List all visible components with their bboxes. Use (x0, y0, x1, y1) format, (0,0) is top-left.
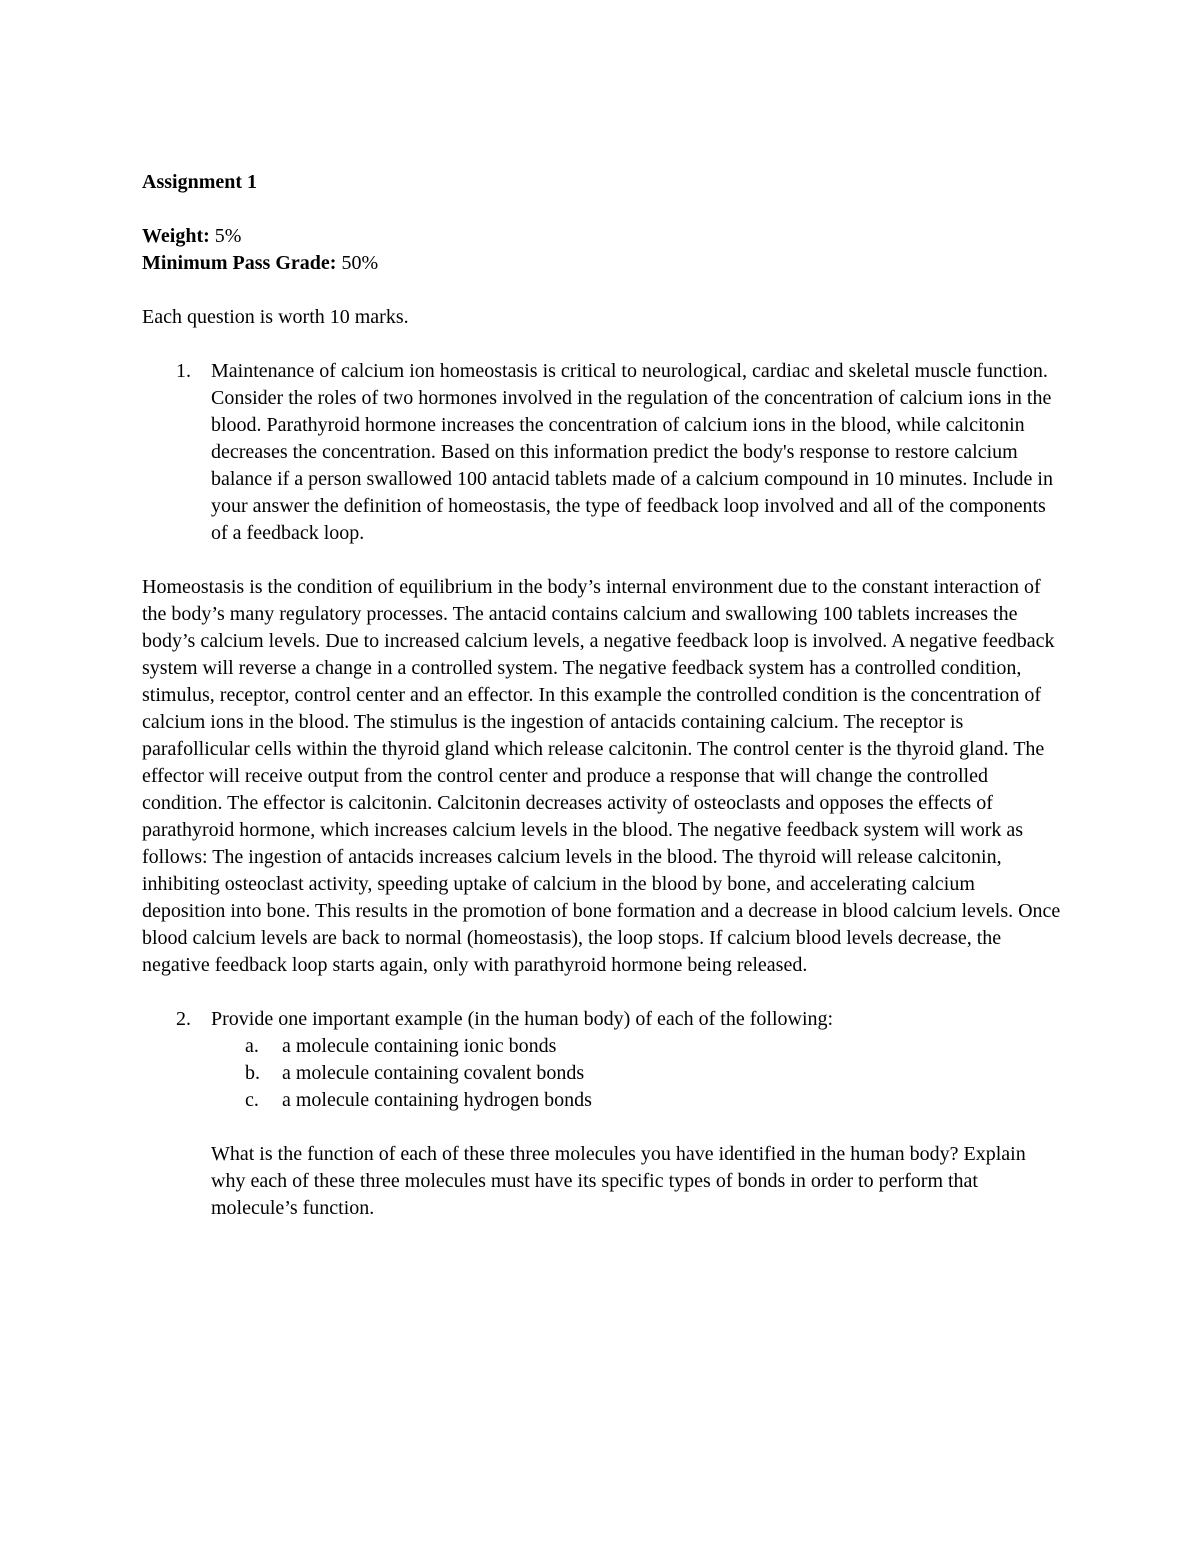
question-text: Provide one important example (in the human body) of each of the following: (211, 1008, 834, 1030)
item-letter: c. (245, 1089, 259, 1111)
weight-line (142, 223, 1062, 250)
item-letter: b. (245, 1062, 260, 1084)
list-item (211, 1033, 1062, 1060)
question-2-followup: What is the function of each of these three molecules you have identified in the human body? Explain why each of these three molecules must have its specific types of bonds in order to perform that molecule’s function. (211, 1143, 1026, 1219)
item-text: a molecule containing ionic bonds (282, 1035, 557, 1057)
answer-1: Homeostasis is the condition of equilibrium in the body’s internal environment due to the constant interaction of the body’s many regulatory processes. The antacid contains calcium and swallowing 100 tablets increases the body’s calcium levels. Due to increased calcium levels, a negative feedback loop is involved. A negative feedback system will reverse a change in a controlled system. The negative feedback system has a controlled condition, stimulus, receptor, control center and an effector. In this example the controlled condition is the concentration of calcium ions in the blood. The stimulus is the ingestion of antacids containing calcium. The receptor is parafollicular cells within the thyroid gland which release calcitonin. The control center is the thyroid gland. The effector will receive output from the control center and produce a response that will change the controlled condition. The effector is calcitonin. Calcitonin decreases activity of osteoclasts and opposes the effects of parathyroid hormone, which increases calcium levels in the blood. The negative feedback system will work as follows: The ingestion of antacids increases calcium levels in the blood. The thyroid will release calcitonin, inhibiting osteoclast activity, speeding uptake of calcium in the blood by bone, and accelerating calcium deposition into bone. This results in the promotion of bone formation and a decrease in blood calcium levels. Once blood calcium levels are back to normal (homeostasis), the loop stops. If calcium blood levels decrease, the negative feedback loop starts again, only with parathyroid hormone being released. (142, 576, 1061, 976)
list-item (211, 1060, 1062, 1087)
item-text: a molecule containing covalent bonds (282, 1062, 585, 1084)
marks-intro: Each question is worth 10 marks. (142, 306, 409, 328)
min-pass-label: Minimum Pass Grade: (142, 252, 337, 274)
question-1 (142, 358, 1062, 547)
item-text: a molecule containing hydrogen bonds (282, 1089, 592, 1111)
weight-value: 5% (209, 225, 242, 247)
question-number: 1. (176, 360, 191, 382)
question-text: Maintenance of calcium ion homeostasis is critical to neurological, cardiac and skeletal muscle function. Consider the roles of two hormones involved in the regulation of the concentration of calcium ions in the blood. Parathyroid hormone increases the concentration of calcium ions in the blood, while calcitonin decreases the concentration. Based on this information predict the body's response to restore calcium balance if a person swallowed 100 antacid tablets made of a calcium compound in 10 minutes. Include in your answer the definition of homeostasis, the type of feedback loop involved and all of the components of a feedback loop. (211, 360, 1053, 544)
question-2 (142, 1006, 1062, 1222)
question-number: 2. (176, 1008, 191, 1030)
min-pass-value: 50% (336, 252, 379, 274)
sub-question-list (211, 1033, 1062, 1114)
min-pass-line (142, 250, 1062, 277)
assignment-title: Assignment 1 (142, 171, 258, 193)
list-item (211, 1087, 1062, 1114)
item-letter: a. (245, 1035, 259, 1057)
weight-label: Weight: (142, 225, 210, 247)
assignment-meta (142, 223, 1062, 277)
document-page (142, 169, 1062, 1249)
